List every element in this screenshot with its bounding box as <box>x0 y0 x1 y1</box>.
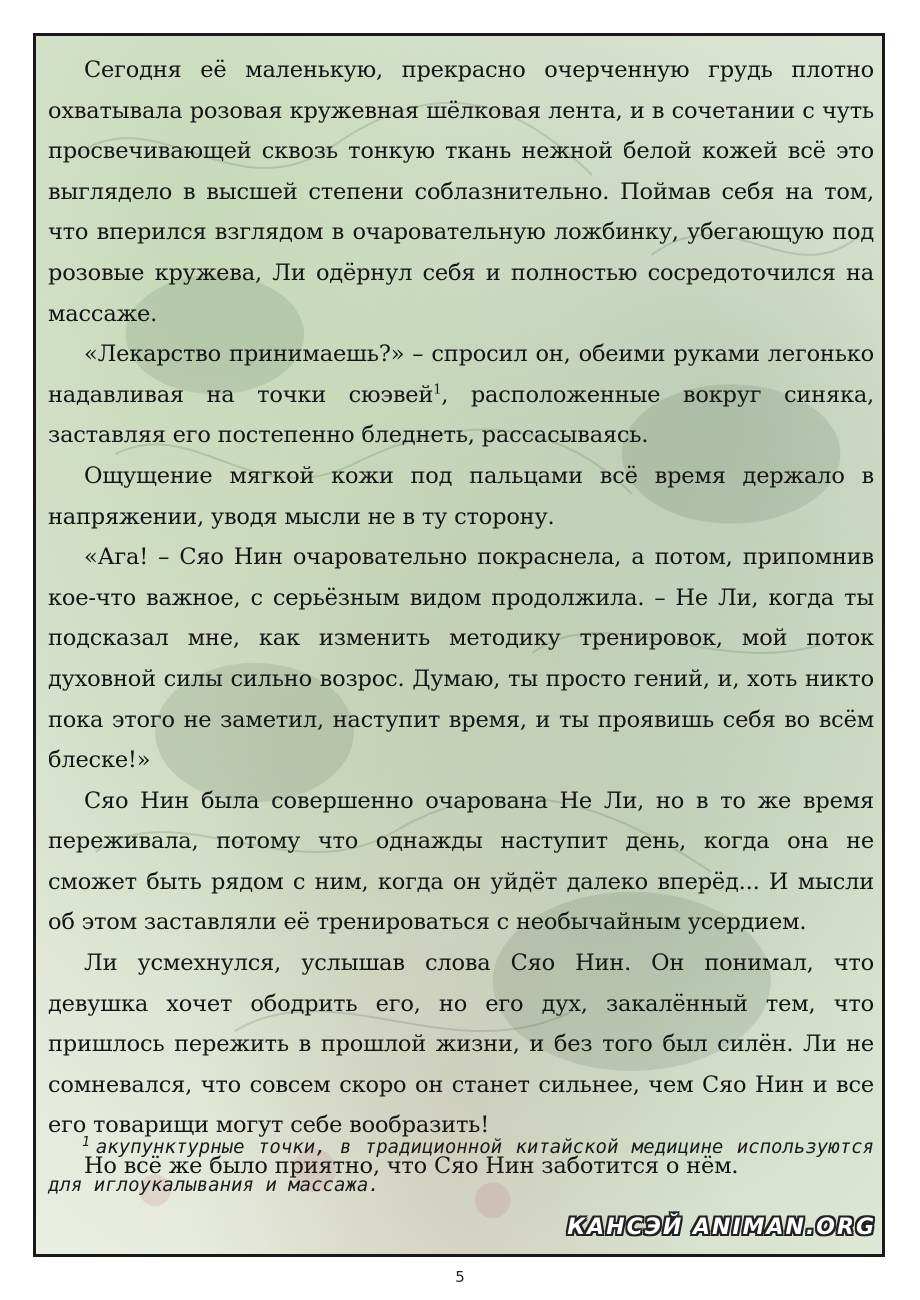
paragraph-1: Сегодня её маленькую, прекрасно очерченную грудь плотно охватывала розовая кружевная шёлковая лента, и в сочетании с чуть просвечивающей сквозь тонкую ткань нежной белой кожей всё это выглядело в высшей степени соблазнительно. Поймав себя на том, что вперился взглядом в очаровательную ложбинку, убегающую под розовые кружева, Ли одёрнул себя и полностью сосредоточился на массаже. <box>48 57 874 327</box>
paragraph-3: Ощущение мягкой кожи под пальцами всё время держало в напряжении, уводя мысли не в ту сторону. <box>48 462 874 530</box>
paragraph-2-start: «Лекарство принимаешь?» – спросил он, обеими руками легонько надавливая на точки сюэвей <box>48 341 874 408</box>
footnote <box>48 1128 874 1204</box>
paragraph-2-end: , расположенные вокруг синяка, заставляя его постепенно бледнеть, рассасываясь. <box>48 381 874 449</box>
footnote-reference: 1 <box>433 382 442 398</box>
paragraph-5: Сяо Нин была совершенно очарована Не Ли, но в то же время переживала, потому что однажды наступит день, когда она не сможет быть рядом с ним, когда он уйдёт далеко вперёд... И мысли об этом заставляли её тренироваться с необычайным усердием. <box>48 787 874 936</box>
paragraph-4: «Ага! – Сяо Нин очаровательно покраснела, а потом, припомнив кое-что важное, с серьёзным видом продолжила. – Не Ли, когда ты подсказал мне, как изменить методику тренировок, мой поток духовной силы сильно возрос. Думаю, ты просто гений, и, хоть никто пока этого не заметил, наступит время, и ты проявишь себя во всём блеске!» <box>48 544 874 774</box>
paragraph-7: Но всё же было приятно, что Сяо Нин заботится о нём. <box>84 1153 739 1180</box>
paragraph-6: Ли усмехнулся, услышав слова Сяо Нин. Он понимал, что девушка хочет ободрить его, но его дух, закалённый тем, что пришлось пережить в прошлой жизни, и без того был силён. Ли не сомневался, что совсем скоро он станет сильнее, чем Сяо Нин и все его товарищи могут себе вообразить! <box>48 950 874 1139</box>
main-text <box>48 50 874 1187</box>
footnote-text: акупунктурные точки, в традиционной китайской медицине используются для иглоукалывания и массажа. <box>48 1136 874 1196</box>
scanlation-credit: КАНСЭЙ ANIMAN.ORG <box>567 1215 876 1240</box>
page-frame <box>33 33 885 1257</box>
footnote-marker: 1 <box>82 1134 90 1150</box>
page-number: 5 <box>455 1268 465 1286</box>
paragraph-2 <box>48 334 874 456</box>
